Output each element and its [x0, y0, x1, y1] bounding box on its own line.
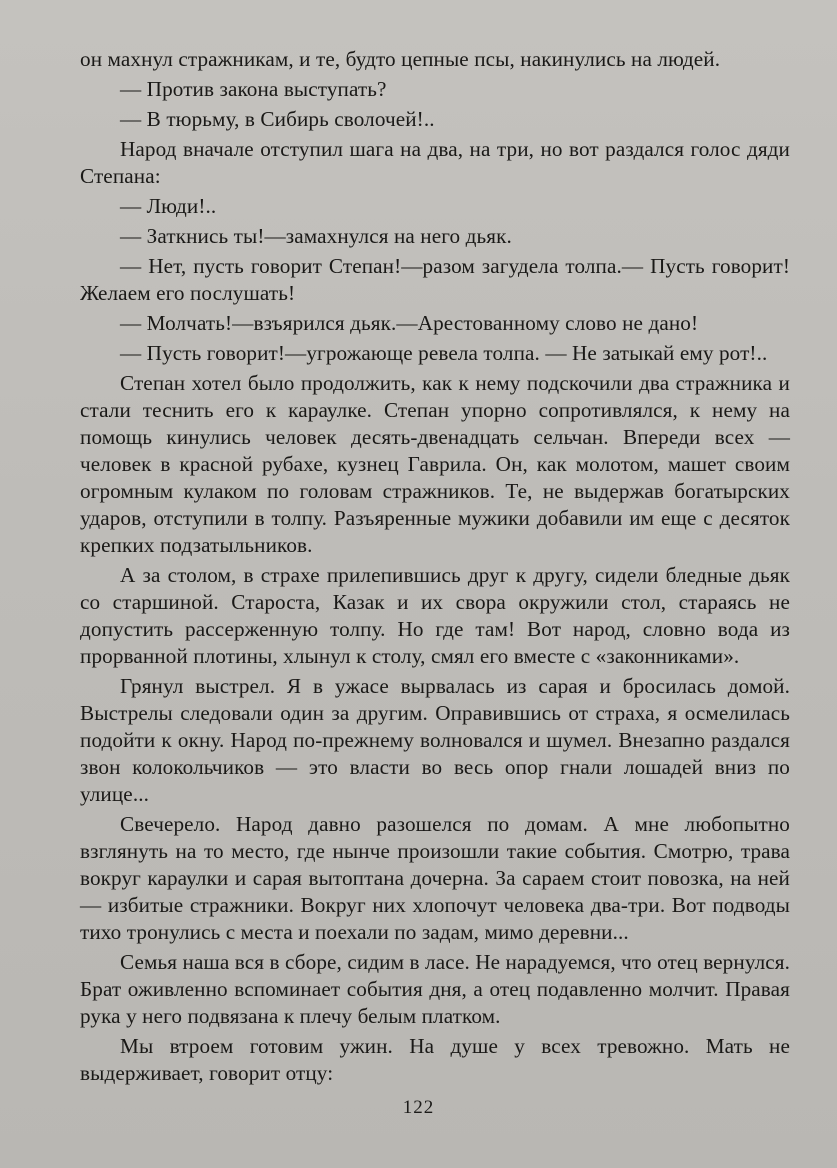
paragraph: — Люди!.. [120, 194, 217, 218]
body-text [80, 46, 790, 1090]
paragraph: Свечерело. Народ давно разошелся по домам. А мне любопытно взглянуть на то место, где нынче произошли такие события. Смотрю, трава вокруг караулки и сарая вытоптана дочерна. За сараем стоит повозка, на ней — избитые стражники. Вокруг них хлопочут человека два-три. Вот подводы тихо тронулись с места и поехали по задам, мимо деревни... [80, 812, 790, 944]
paragraph: — В тюрьму, в Сибирь сволочей!.. [120, 107, 435, 131]
paragraph: Мы втроем готовим ужин. На душе у всех тревожно. Мать не выдерживает, говорит отцу: [80, 1034, 790, 1085]
paragraph: он махнул стражникам, и те, будто цепные псы, накинулись на людей. [80, 47, 721, 71]
paragraph: — Нет, пусть говорит Степан!—разом загудела толпа.— Пусть говорит! Желаем его послушать! [80, 254, 790, 305]
paragraph: А за столом, в страхе прилепившись друг к другу, сидели бледные дьяк со старшиной. Староста, Казак и их свора окружили стол, стараясь не допустить рассерженную толпу. Но где там! Вот народ, словно вода из прорванной плотины, хлынул к столу, смял его вместе с «законниками». [80, 563, 790, 668]
paragraph: Семья наша вся в сборе, сидим в ласе. Не нарадуемся, что отец вернулся. Брат оживленно вспоминает события дня, а отец подавленно молчит. Правая рука у него подвязана к плечу белым платком. [80, 950, 790, 1028]
paragraph: — Пусть говорит!—угрожающе ревела толпа. — Не затыкай ему рот!.. [120, 341, 768, 365]
paragraph: Грянул выстрел. Я в ужасе вырвалась из сарая и бросилась домой. Выстрелы следовали один за другим. Оправившись от страха, я осмелилась подойти к окну. Народ по-прежнему волновался и шумел. Внезапно раздался звон колокольчиков — это власти во весь опор гнали лошадей вниз по улице... [80, 674, 790, 806]
paragraph: Народ вначале отступил шага на два, на три, но вот раздался голос дяди Степана: [80, 137, 790, 188]
paragraph: — Против закона выступать? [120, 77, 387, 101]
paragraph: Степан хотел было продолжить, как к нему подскочили два стражника и стали теснить его к караулке. Степан упорно сопротивлялся, к нему на помощь кинулись человек десять-двенадцать сельчан. Впереди всех — человек в красной рубахе, кузнец Гаврила. Он, как молотом, машет своим огромным кулаком по головам стражников. Те, не выдержав богатырских ударов, отступили в толпу. Разъяренные мужики добавили им еще с десяток крепких подзатыльников. [80, 371, 790, 557]
paragraph: — Молчать!—взъярился дьяк.—Арестованному слово не дано! [120, 311, 699, 335]
page-number: 122 [402, 1097, 435, 1118]
paragraph: — Заткнись ты!—замахнулся на него дьяк. [120, 224, 512, 248]
